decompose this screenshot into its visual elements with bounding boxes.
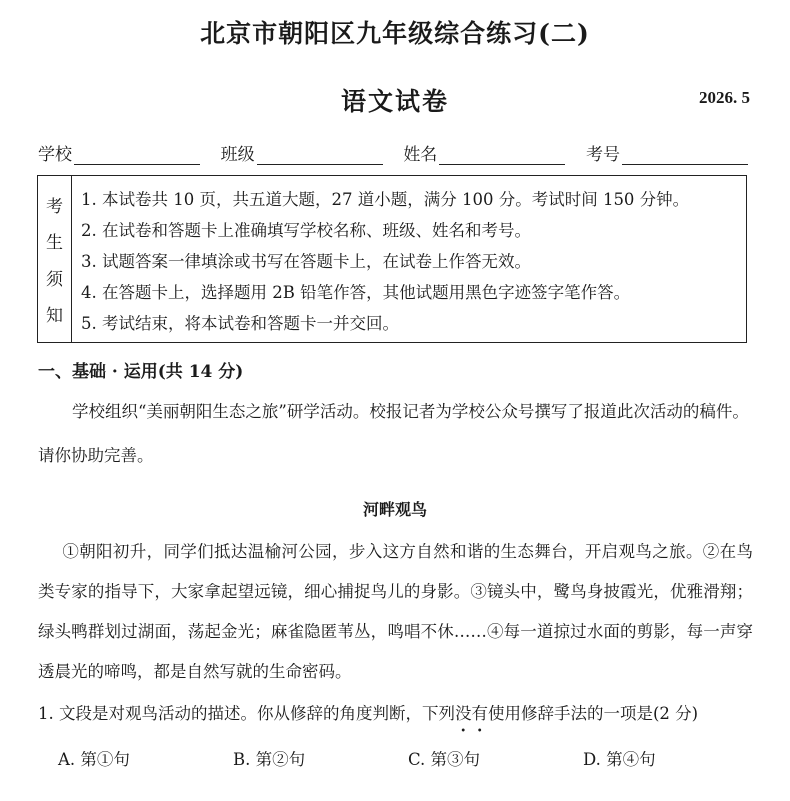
exam-number-blank[interactable] bbox=[622, 146, 748, 165]
option-c[interactable]: C. 第③句 bbox=[408, 750, 481, 769]
section-intro bbox=[38, 390, 750, 478]
article-body bbox=[38, 532, 753, 692]
notice-item: 4. 在答题卡上，选择题用 2B 铅笔作答，其他试题用黑色字迹签字笔作答。 bbox=[81, 283, 631, 302]
notice-label-char: 考 bbox=[46, 196, 63, 217]
notice-item: 2. 在试卷和答题卡上准确填写学校名称、班级、姓名和考号。 bbox=[81, 221, 531, 240]
question-1-options bbox=[58, 746, 758, 770]
question-text-after: 使用修辞手法的一项是(2 分) bbox=[488, 704, 699, 723]
option-a[interactable]: A. 第①句 bbox=[58, 750, 130, 769]
notice-label-char: 知 bbox=[46, 306, 63, 327]
school-label: 学校 bbox=[38, 145, 72, 165]
exam-number-label: 考号 bbox=[585, 145, 620, 165]
class-field bbox=[221, 140, 383, 165]
question-text-before: 1. 文段是对观鸟活动的描述。你从修辞的角度判断，下列 bbox=[38, 704, 455, 723]
notice-list bbox=[72, 176, 746, 342]
option-d[interactable]: D. 第④句 bbox=[583, 750, 656, 769]
school-blank[interactable] bbox=[74, 146, 200, 165]
option-b[interactable]: B. 第②句 bbox=[233, 750, 306, 769]
student-info-row bbox=[38, 140, 748, 165]
emphasis-char: 有 bbox=[471, 704, 488, 723]
notice-item: 1. 本试卷共 10 页，共五道大题，27 道小题，满分 100 分。考试时间 150 分钟。 bbox=[81, 190, 690, 209]
exam-title: 北京市朝阳区九年级综合练习(二) bbox=[200, 19, 590, 48]
class-label: 班级 bbox=[220, 145, 255, 165]
article-title: 河畔观鸟 bbox=[362, 500, 427, 519]
notice-item: 5. 考试结束，将本试卷和答题卡一并交回。 bbox=[81, 314, 399, 333]
exam-number-field bbox=[586, 140, 748, 165]
name-label: 姓名 bbox=[403, 145, 438, 165]
notice-item: 3. 试题答案一律填涂或书写在答题卡上，在试卷上作答无效。 bbox=[81, 252, 531, 271]
question-1 bbox=[38, 700, 768, 724]
article-text: ①朝阳初升，同学们抵达温榆河公园，步入这方自然和谐的生态舞台，开启观鸟之旅。②在鸟类专家的指导下，大家拿起望远镜，细心捕捉鸟儿的身影。③镜头中，鹭鸟身披霞光，优雅滑翔；绿头鸭群划过湖面，荡起金光；麻雀隐匿苇丛，鸣唱不休……④每一道掠过水面的剪影，每一声穿透晨光的啼鸣，都是自然写就的生命密码。 bbox=[38, 542, 753, 681]
emphasis-char: 没 bbox=[455, 704, 472, 723]
candidate-notice-box bbox=[37, 175, 747, 343]
class-blank[interactable] bbox=[257, 146, 383, 165]
notice-label-char: 生 bbox=[46, 233, 63, 254]
section-intro-text: 学校组织“美丽朝阳生态之旅”研学活动。校报记者为学校公众号撰写了报道此次活动的稿件。请你协助完善。 bbox=[38, 402, 749, 465]
notice-label-char: 须 bbox=[46, 269, 63, 290]
subject-title: 语文试卷 bbox=[340, 87, 449, 116]
notice-label bbox=[38, 176, 72, 342]
school-field bbox=[38, 140, 200, 165]
section-heading: 一、基础 · 运用(共 14 分) bbox=[38, 362, 244, 382]
name-blank[interactable] bbox=[439, 146, 565, 165]
name-field bbox=[403, 140, 565, 165]
exam-date: 2026. 5 bbox=[699, 88, 750, 107]
